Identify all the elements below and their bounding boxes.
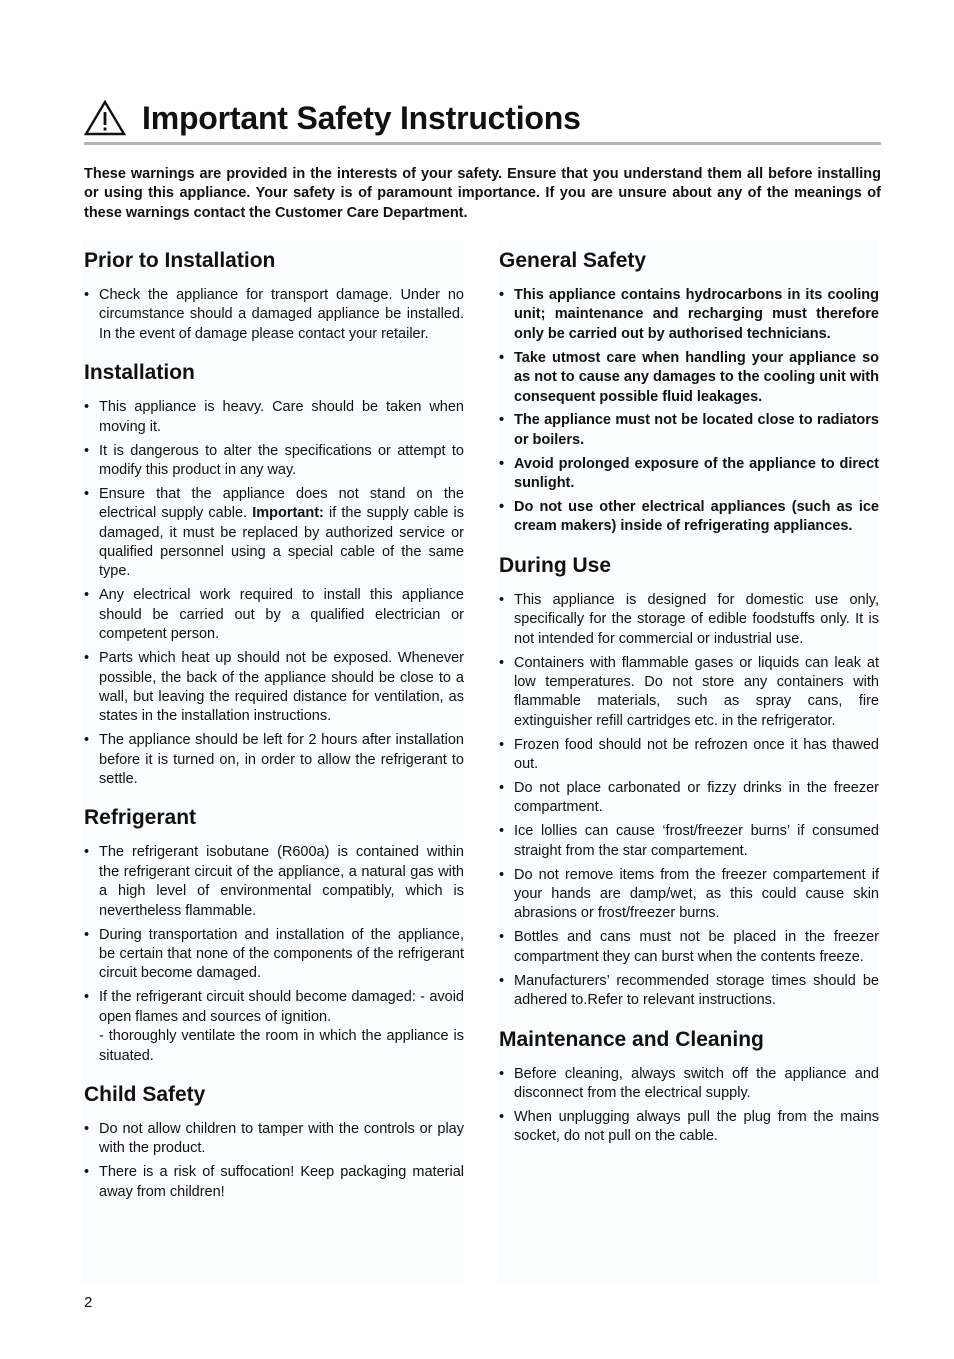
section-general-safety <box>497 248 879 537</box>
section-heading: Child Safety <box>84 1082 206 1106</box>
section-installation <box>82 360 464 789</box>
list-item: • The refrigerant isobutane (R600a) is contained within the refrigerant circuit of the appliance, a natural gas with a high level of environmental compatibly, which is nevertheless flammable. <box>84 843 464 921</box>
page-title: Important Safety Instructions <box>142 100 581 136</box>
list-item-text: If the refrigerant circuit should become damaged: - avoid open flames and sources of ignition. <box>99 989 464 1025</box>
section-maintenance-and-cleaning <box>497 1027 879 1147</box>
bullet-list <box>82 398 464 789</box>
right-column <box>497 240 879 1285</box>
list-item: • Parts which heat up should not be exposed. Whenever possible, the back of the appliance should be close to a wall, but leaving the required distance for ventilation, as states in the installation instructions. <box>84 649 464 727</box>
list-item: • Do not place carbonated or fizzy drinks in the freezer compartment. <box>499 779 879 818</box>
bullet-list <box>82 843 464 1065</box>
intro-paragraph: These warnings are provided in the interests of your safety. Ensure that you understand them all before installing or using this appliance. Your safety is of paramount importance. If you are unsure about any of the meanings of these warnings contact the Customer Care Department. <box>84 166 881 221</box>
list-item: • Do not remove items from the freezer compartement if your hands are damp/wet, as this could cause skin abrasions or frost/freezer burns. <box>499 866 879 924</box>
section-heading: Refrigerant <box>84 806 197 830</box>
bullet-list <box>497 286 879 537</box>
section-child-safety <box>82 1082 464 1202</box>
list-item: • This appliance contains hydrocarbons in its cooling unit; maintenance and recharging must therefore only be carried out by authorised technicians. <box>499 286 879 344</box>
list-item: • There is a risk of suffocation! Keep packaging material away from children! <box>84 1163 464 1202</box>
list-item: • Check the appliance for transport damage. Under no circumstance should a damaged appliance be installed. In the event of damage please contact your retailer. <box>84 286 464 344</box>
list-item <box>84 485 464 582</box>
list-item: • Frozen food should not be refrozen once it has thawed out. <box>499 736 879 775</box>
list-item: • Do not allow children to tamper with the controls or play with the product. <box>84 1120 464 1159</box>
bullet-list <box>82 286 464 344</box>
section-prior-to-installation <box>82 248 464 344</box>
warning-triangle-icon <box>84 100 126 136</box>
bullet-list <box>497 1065 879 1147</box>
title-bar <box>84 98 881 145</box>
list-item: • Ice lollies can cause ‘frost/freezer burns’ if consumed straight from the star compartement. <box>499 822 879 861</box>
list-item: • This appliance is heavy. Care should be taken when moving it. <box>84 398 464 437</box>
list-item: • Do not use other electrical appliances (such as ice cream makers) inside of refrigerating appliances. <box>499 498 879 537</box>
section-heading: Prior to Installation <box>84 249 276 272</box>
list-item: • It is dangerous to alter the specifications or attempt to modify this product in any way. <box>84 442 464 481</box>
list-item: • The appliance should be left for 2 hours after installation before it is turned on, in order to allow the refrigerant to settle. <box>84 731 464 789</box>
list-item-text: if the supply cable is damaged, it must be replaced by authorized service or qualified personnel using a special cable of the same type. <box>99 505 464 580</box>
list-item <box>84 988 464 1066</box>
list-item: • Containers with flammable gases or liquids can leak at low temperatures. Do not store any containers with flammable materials, such as spray cans, fire extinguisher refill cartridges etc. in the refrigerator. <box>499 654 879 732</box>
section-during-use <box>497 553 879 1011</box>
page-number: 2 <box>84 1294 93 1311</box>
list-item: • Before cleaning, always switch off the appliance and disconnect from the electrical supply. <box>499 1065 879 1104</box>
important-label: Important: <box>252 505 324 522</box>
section-refrigerant <box>82 805 464 1065</box>
list-item-text: Ensure that the appliance does not stand on the electrical supply cable. <box>99 485 464 522</box>
list-item: • During transportation and installation of the appliance, be certain that none of the components of the refrigerant circuit become damaged. <box>84 926 464 984</box>
list-item: • Any electrical work required to install this appliance should be carried out by a qualified electrician or competent person. <box>84 586 464 644</box>
list-item: • Bottles and cans must not be placed in the freezer compartment they can burst when the contents freeze. <box>499 928 879 967</box>
list-item: • Take utmost care when handling your appliance so as not to cause any damages to the cooling unit with consequent possible fluid leakages. <box>499 349 879 407</box>
section-heading: During Use <box>499 553 612 577</box>
bullet-list <box>82 1120 464 1202</box>
section-heading: Maintenance and Cleaning <box>499 1027 764 1051</box>
left-column <box>82 240 464 1285</box>
list-item-text: - thoroughly ventilate the room in which the appliance is situated. <box>99 1028 464 1064</box>
list-item: • When unplugging always pull the plug from the mains socket, do not pull on the cable. <box>499 1108 879 1147</box>
list-item: • Avoid prolonged exposure of the appliance to direct sunlight. <box>499 455 879 494</box>
section-heading: General Safety <box>499 249 647 272</box>
list-item: • This appliance is designed for domestic use only, specifically for the storage of edible foodstuffs only. It is not intended for commercial or industrial use. <box>499 591 879 649</box>
list-item: • Manufacturers’ recommended storage times should be adhered to.Refer to relevant instructions. <box>499 972 879 1011</box>
section-heading: Installation <box>84 361 195 385</box>
bullet-list <box>497 591 879 1011</box>
list-item: • The appliance must not be located close to radiators or boilers. <box>499 411 879 450</box>
